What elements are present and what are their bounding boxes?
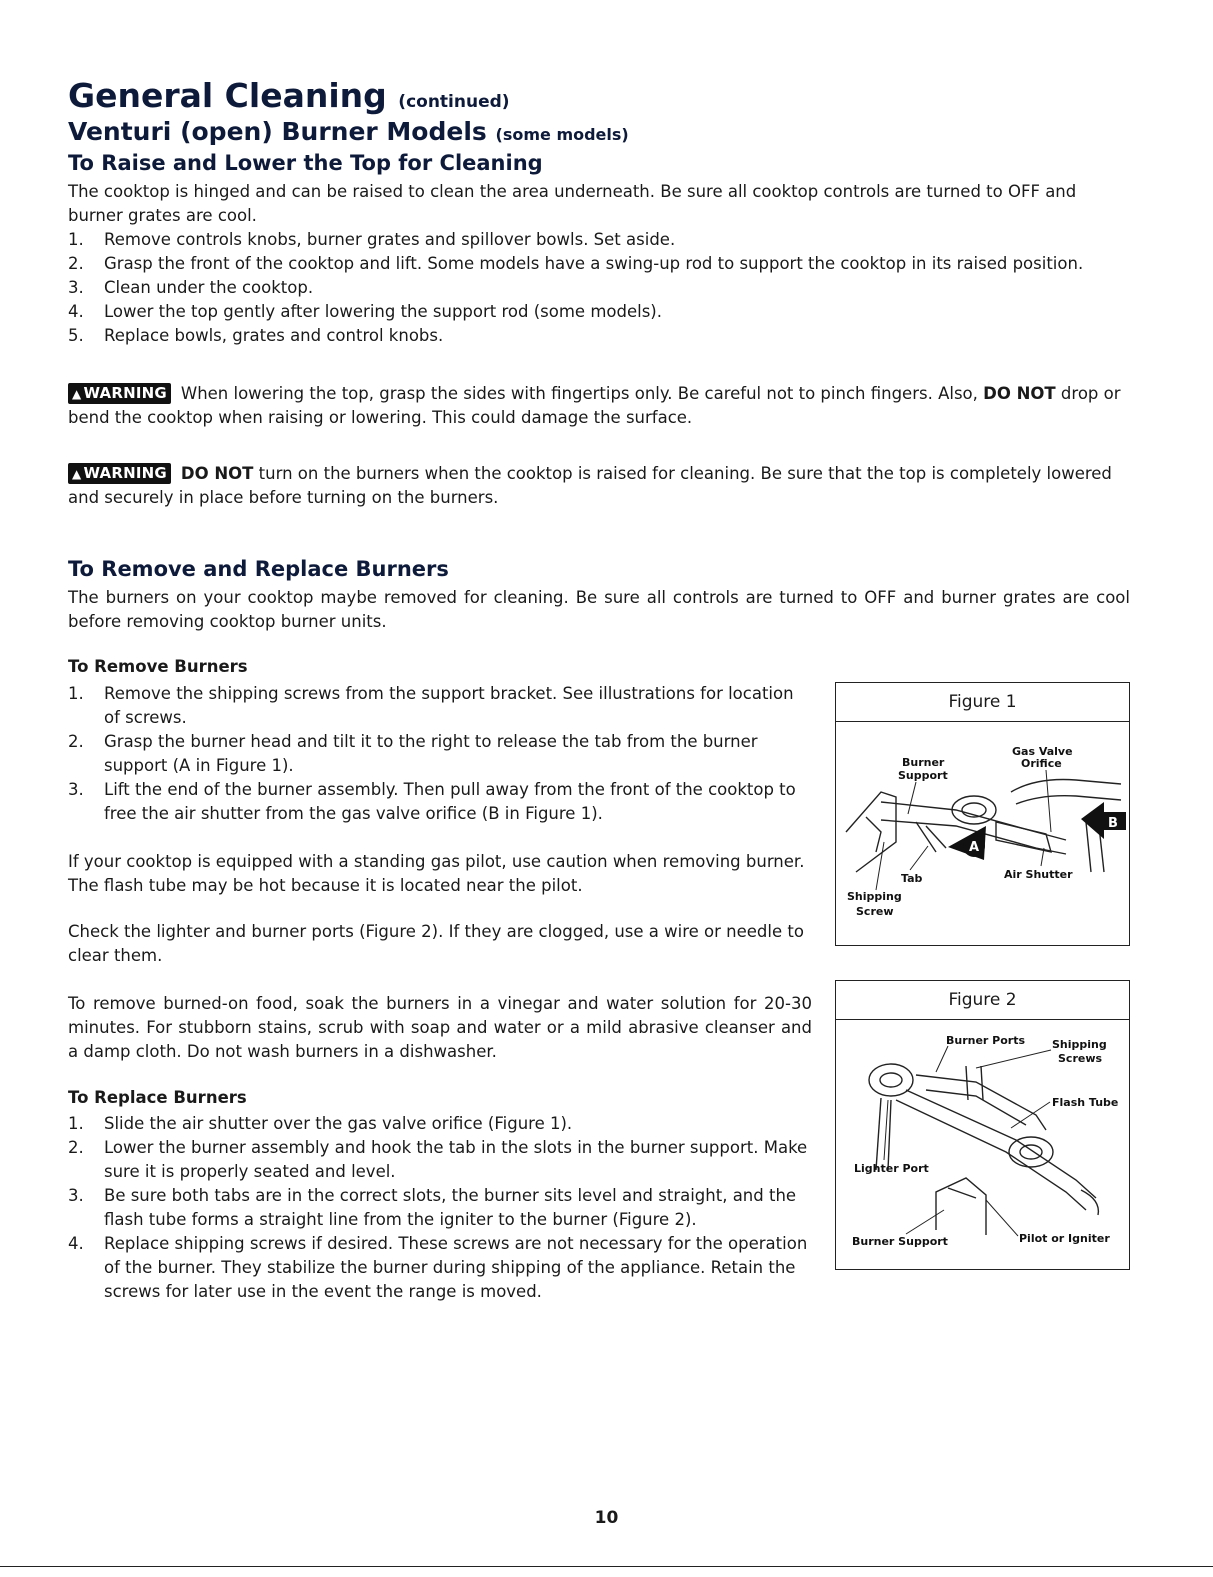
label-pilot-igniter: Pilot or Igniter (1019, 1232, 1110, 1245)
label-burner-ports: Burner Ports (946, 1034, 1026, 1047)
list-item: 4. Lower the top gently after lowering the support rod (some models). (68, 302, 662, 321)
list-item: 3. Be sure both tabs are in the correct slots, the burner sits level and straight, and the flash tube forms a straight line from the igniter to the burner (Figure 2). (68, 1186, 797, 1229)
label-air-shutter: Air Shutter (1004, 868, 1073, 881)
callout-b-label: B (1108, 816, 1118, 831)
list-item: 5. Replace bowls, grates and control knobs. (68, 326, 444, 345)
list-item: 1. Remove controls knobs, burner grates and spillover bowls. Set aside. (68, 230, 676, 249)
list-item: 2. Grasp the burner head and tilt it to the right to release the tab from the burner support (A in Figure 1). (68, 732, 758, 775)
list-item: 2. Lower the burner assembly and hook the tab in the slots in the burner support. Make sure it is properly seated and level. (68, 1138, 808, 1181)
raise-lower-intro: The cooktop is hinged and can be raised to clean the area underneath. Be sure all cooktop controls are turned to OFF and burner grates are cool. (68, 182, 1077, 225)
list-item: 1. Remove the shipping screws from the support bracket. See illustrations for location of screws. (68, 684, 794, 727)
remove-replace-intro: The burners on your cooktop maybe removed for cleaning. Be sure all controls are turned to OFF and burner grates are cool before removing cooktop burner units. (68, 588, 1130, 631)
page-title-suffix: (continued) (398, 92, 510, 112)
raise-lower-steps (68, 228, 1130, 348)
raise-lower-heading: To Raise and Lower the Top for Cleaning (68, 151, 543, 175)
section-title-suffix: (some models) (495, 125, 629, 144)
replace-burners-heading: To Replace Burners (68, 1088, 247, 1107)
warning-triangle-icon: ▲ (72, 387, 82, 401)
replace-steps (68, 1112, 812, 1304)
ports-note: Check the lighter and burner ports (Figure 2). If they are clogged, use a wire or needle to clear them. (68, 922, 804, 965)
remove-burners-heading: To Remove Burners (68, 657, 248, 676)
remove-steps (68, 682, 812, 826)
label-flash-tube: Flash Tube (1052, 1096, 1119, 1109)
pilot-note: If your cooktop is equipped with a standing gas pilot, use caution when removing burner. The flash tube may be hot because it is located near the pilot. (68, 852, 805, 895)
page-number: 10 (594, 1508, 619, 1528)
figure-2-title: Figure 2 (836, 981, 1129, 1020)
figure-2 (835, 980, 1130, 1270)
figure-1-title: Figure 1 (836, 683, 1129, 722)
warning-triangle-icon: ▲ (72, 467, 82, 481)
warning-lowering: ▲ WARNING When lowering the top, grasp the sides with fingertips only. Be careful not to pinch fingers. Also, DO NOT drop or bend the cooktop when raising or lowering. This could damage the surface. (68, 384, 1121, 427)
list-item: 2. Grasp the front of the cooktop and lift. Some models have a swing-up rod to support the cooktop in its raised position. (68, 254, 1084, 273)
label-shipping: Shipping (1052, 1038, 1107, 1051)
label-screws: Screws (1058, 1052, 1103, 1065)
soak-note: To remove burned-on food, soak the burners in a vinegar and water solution for 20-30 minutes. For stubborn stains, scrub with soap and water or a mild abrasive cleanser and a damp cloth. Do not wash burners in a dishwasher. (68, 994, 812, 1061)
callout-a-label: A (969, 840, 980, 855)
figure-1-illustration (836, 722, 1129, 944)
label-burner-support: Burner Support (852, 1235, 948, 1248)
list-item: 3. Lift the end of the burner assembly. Then pull away from the front of the cooktop to free the air shutter from the gas valve orifice (B in Figure 1). (68, 780, 796, 823)
label-gas-valve: Gas Valve (1012, 745, 1073, 758)
warning-badge: ▲ WARNING (68, 463, 171, 484)
label-burner: Burner (902, 756, 945, 769)
list-item: 3. Clean under the cooktop. (68, 278, 314, 297)
figure-1 (835, 682, 1130, 946)
bottom-rule (0, 1566, 1213, 1567)
list-item: 1. Slide the air shutter over the gas valve orifice (Figure 1). (68, 1114, 573, 1133)
label-support: Support (898, 769, 948, 782)
remove-replace-heading: To Remove and Replace Burners (68, 557, 449, 581)
label-screw: Screw (856, 905, 894, 918)
section-title: Venturi (open) Burner Models (some models) (68, 117, 629, 146)
label-tab: Tab (901, 872, 923, 885)
figure-2-illustration (836, 1020, 1129, 1268)
label-orifice: Orifice (1021, 757, 1062, 770)
warning-raised: ▲ WARNING DO NOT turn on the burners when the cooktop is raised for cleaning. Be sure that the top is completely lowered and securely in place before turning on the burners. (68, 464, 1112, 507)
page-title: General Cleaning (continued) (68, 76, 510, 115)
burner-pair-drawing (869, 1064, 1098, 1235)
label-shipping: Shipping (847, 890, 902, 903)
label-lighter-port: Lighter Port (854, 1162, 929, 1175)
warning-badge: ▲ WARNING (68, 383, 171, 404)
list-item: 4. Replace shipping screws if desired. These screws are not necessary for the operation of the burner. They stabilize the burner during shipping of the appliance. Retain the screws for later use in the event the range is moved. (68, 1234, 808, 1301)
